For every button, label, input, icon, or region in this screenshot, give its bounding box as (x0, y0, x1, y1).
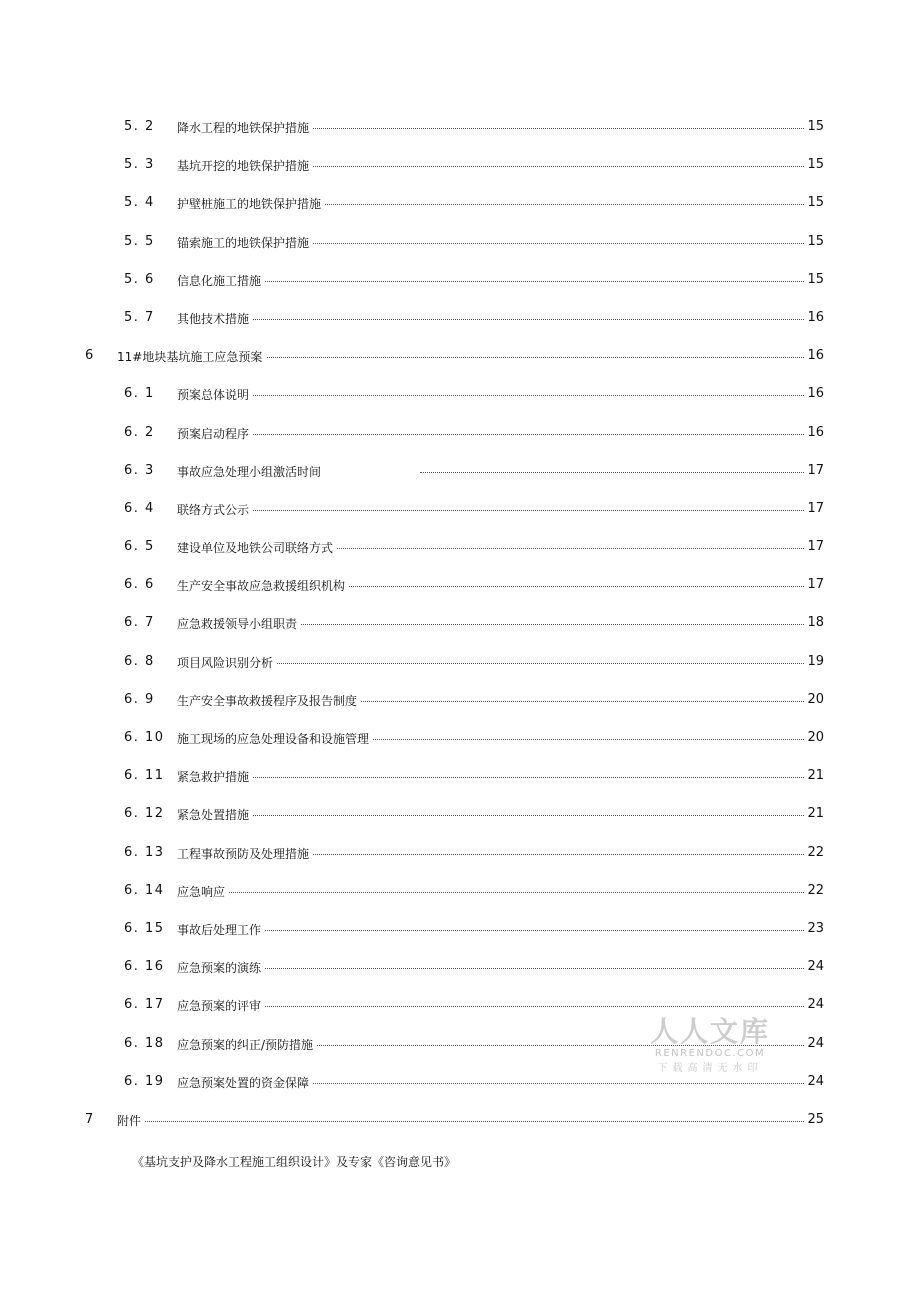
toc-entry[interactable] (0, 795, 920, 833)
dot-leader (177, 1006, 820, 1007)
toc-page-number: 15 (804, 157, 824, 172)
toc-page-number: 15 (804, 272, 824, 287)
toc-page-number: 24 (804, 1074, 824, 1089)
toc-chapter-entry[interactable] (0, 1101, 920, 1139)
toc-title: 预案启动程序 (177, 425, 253, 442)
toc-number: 6. 1 (124, 386, 155, 402)
toc-number: 6 (85, 348, 95, 364)
toc-title: 生产安全事故应急救援组织机构 (177, 577, 349, 594)
toc-page-number: 22 (804, 883, 824, 898)
dot-leader (177, 510, 820, 511)
toc-number: 5. 4 (124, 195, 155, 211)
toc-entry[interactable] (0, 223, 920, 261)
toc-title: 工程事故预防及处理措施 (177, 845, 313, 862)
toc-page-number: 18 (804, 615, 824, 630)
toc-page-number: 16 (804, 425, 824, 440)
toc-page-number: 24 (804, 959, 824, 974)
watermark-subtitle: 下载高清无水印 (657, 1063, 763, 1074)
toc-title: 11#地块基坑施工应急预案 (117, 348, 266, 365)
toc-title: 事故应急处理小组激活时间 (177, 464, 322, 479)
toc-entry[interactable] (0, 757, 920, 795)
toc-entry[interactable] (0, 184, 920, 222)
toc-page-number: 22 (804, 845, 824, 860)
toc-number: 6. 9 (124, 691, 155, 707)
watermark (644, 1017, 776, 1077)
toc-page-number: 16 (804, 310, 824, 325)
toc-number: 6. 19 (124, 1073, 165, 1089)
toc-number: 6. 15 (124, 920, 165, 936)
toc-page-number: 15 (804, 234, 824, 249)
toc-number: 6. 17 (124, 997, 165, 1013)
toc-number: 6. 14 (124, 882, 165, 898)
toc-page-number: 17 (804, 501, 824, 516)
toc-number: 5. 3 (124, 157, 155, 173)
dot-leader (177, 930, 820, 931)
toc-number: 7 (85, 1111, 95, 1127)
toc-title: 降水工程的地铁保护措施 (177, 119, 313, 136)
toc-title: 应急救援领导小组职责 (177, 615, 301, 632)
toc-title: 紧急处置措施 (177, 806, 253, 823)
toc-title: 生产安全事故救援程序及报告制度 (177, 692, 361, 709)
toc-number: 5. 5 (124, 233, 155, 249)
toc-entry[interactable] (0, 452, 920, 490)
toc-page-number: 20 (804, 692, 824, 707)
toc-title: 施工现场的应急处理设备和设施管理 (177, 730, 373, 747)
dot-leader (177, 395, 820, 396)
toc-title: 锚索施工的地铁保护措施 (177, 234, 313, 251)
dot-leader (177, 892, 820, 893)
toc-number: 6. 7 (124, 615, 155, 631)
toc-page-number: 15 (804, 119, 824, 134)
toc-entry[interactable] (0, 719, 920, 757)
toc-entry[interactable] (0, 375, 920, 413)
toc-page-number: 16 (804, 386, 824, 401)
toc-entry[interactable] (0, 643, 920, 681)
dot-leader (177, 777, 820, 778)
toc-title: 应急响应 (177, 883, 229, 900)
toc-number: 6. 4 (124, 500, 155, 516)
toc-entry[interactable] (0, 681, 920, 719)
toc-number: 6. 18 (124, 1035, 165, 1051)
toc-number: 6. 3 (124, 462, 155, 478)
toc-entry[interactable] (0, 1063, 920, 1101)
toc-entry[interactable] (0, 604, 920, 642)
toc-title: 应急预案的评审 (177, 997, 265, 1014)
dot-leader (420, 472, 820, 473)
toc-title: 应急预案的演练 (177, 959, 265, 976)
toc-page-number: 25 (804, 1112, 824, 1127)
toc-entry[interactable] (0, 872, 920, 910)
toc-title: 护壁桩施工的地铁保护措施 (177, 195, 325, 212)
toc-number: 6. 13 (124, 844, 165, 860)
attachment-note: 《基坑支护及降水工程施工组织设计》及专家《咨询意见书》 (132, 1155, 457, 1169)
toc-title: 附件 (117, 1112, 145, 1129)
dot-leader (177, 319, 820, 320)
toc-page-number: 21 (804, 806, 824, 821)
toc-number: 5. 2 (124, 119, 155, 134)
toc-title: 应急预案处置的资金保障 (177, 1074, 313, 1091)
dot-leader (177, 281, 820, 282)
toc-number: 6. 2 (124, 424, 155, 440)
toc-page-number: 17 (804, 463, 824, 478)
toc-number: 6. 12 (124, 806, 165, 822)
toc-title: 事故后处理工作 (177, 921, 265, 938)
toc-entry[interactable] (0, 528, 920, 566)
toc-title: 其他技术措施 (177, 310, 253, 327)
toc-entry[interactable] (0, 299, 920, 337)
toc-number: 6. 10 (124, 730, 165, 745)
dot-leader (177, 434, 820, 435)
toc-page-number: 16 (804, 348, 824, 363)
toc-title: 联络方式公示 (177, 501, 253, 518)
dot-leader (177, 815, 820, 816)
table-of-contents (0, 108, 920, 1139)
toc-title: 信息化施工措施 (177, 272, 265, 289)
toc-page-number: 23 (804, 921, 824, 936)
toc-title: 建设单位及地铁公司联络方式 (177, 539, 337, 556)
toc-entry[interactable] (0, 834, 920, 872)
toc-chapter-entry[interactable] (0, 337, 920, 375)
watermark-url: RENRENDOC.COM (654, 1048, 766, 1059)
toc-title: 基坑开挖的地铁保护措施 (177, 157, 313, 174)
toc-page-number: 20 (804, 730, 824, 745)
toc-page-number: 15 (804, 195, 824, 210)
toc-number: 6. 5 (124, 539, 155, 555)
toc-number: 6. 11 (124, 768, 165, 784)
toc-entry[interactable] (0, 414, 920, 452)
toc-title: 紧急救护措施 (177, 768, 253, 785)
toc-number: 6. 6 (124, 577, 155, 593)
toc-entry[interactable] (0, 108, 920, 146)
dot-leader (177, 968, 820, 969)
toc-entry[interactable] (0, 146, 920, 184)
toc-number: 5. 6 (124, 271, 155, 287)
toc-entry[interactable] (0, 261, 920, 299)
toc-page-number: 17 (804, 539, 824, 554)
toc-title: 应急预案的纠正/预防措施 (177, 1036, 317, 1053)
toc-entry[interactable] (0, 910, 920, 948)
toc-title: 项目风险识别分析 (177, 654, 277, 671)
toc-entry[interactable] (0, 986, 920, 1024)
toc-number: 5. 7 (124, 309, 155, 325)
toc-page-number: 17 (804, 577, 824, 592)
watermark-logo-text: 人人文库 (649, 1015, 770, 1048)
toc-number: 6. 16 (124, 959, 165, 975)
dot-leader (117, 1121, 820, 1122)
toc-entry[interactable] (0, 948, 920, 986)
toc-number: 6. 8 (124, 653, 155, 669)
toc-page-number: 19 (804, 654, 824, 669)
toc-entry[interactable] (0, 1025, 920, 1063)
toc-entry[interactable] (0, 490, 920, 528)
toc-page-number: 24 (804, 997, 824, 1012)
toc-entry[interactable] (0, 566, 920, 604)
toc-page-number: 24 (804, 1036, 824, 1051)
toc-page-number: 21 (804, 768, 824, 783)
toc-title: 预案总体说明 (177, 386, 253, 403)
